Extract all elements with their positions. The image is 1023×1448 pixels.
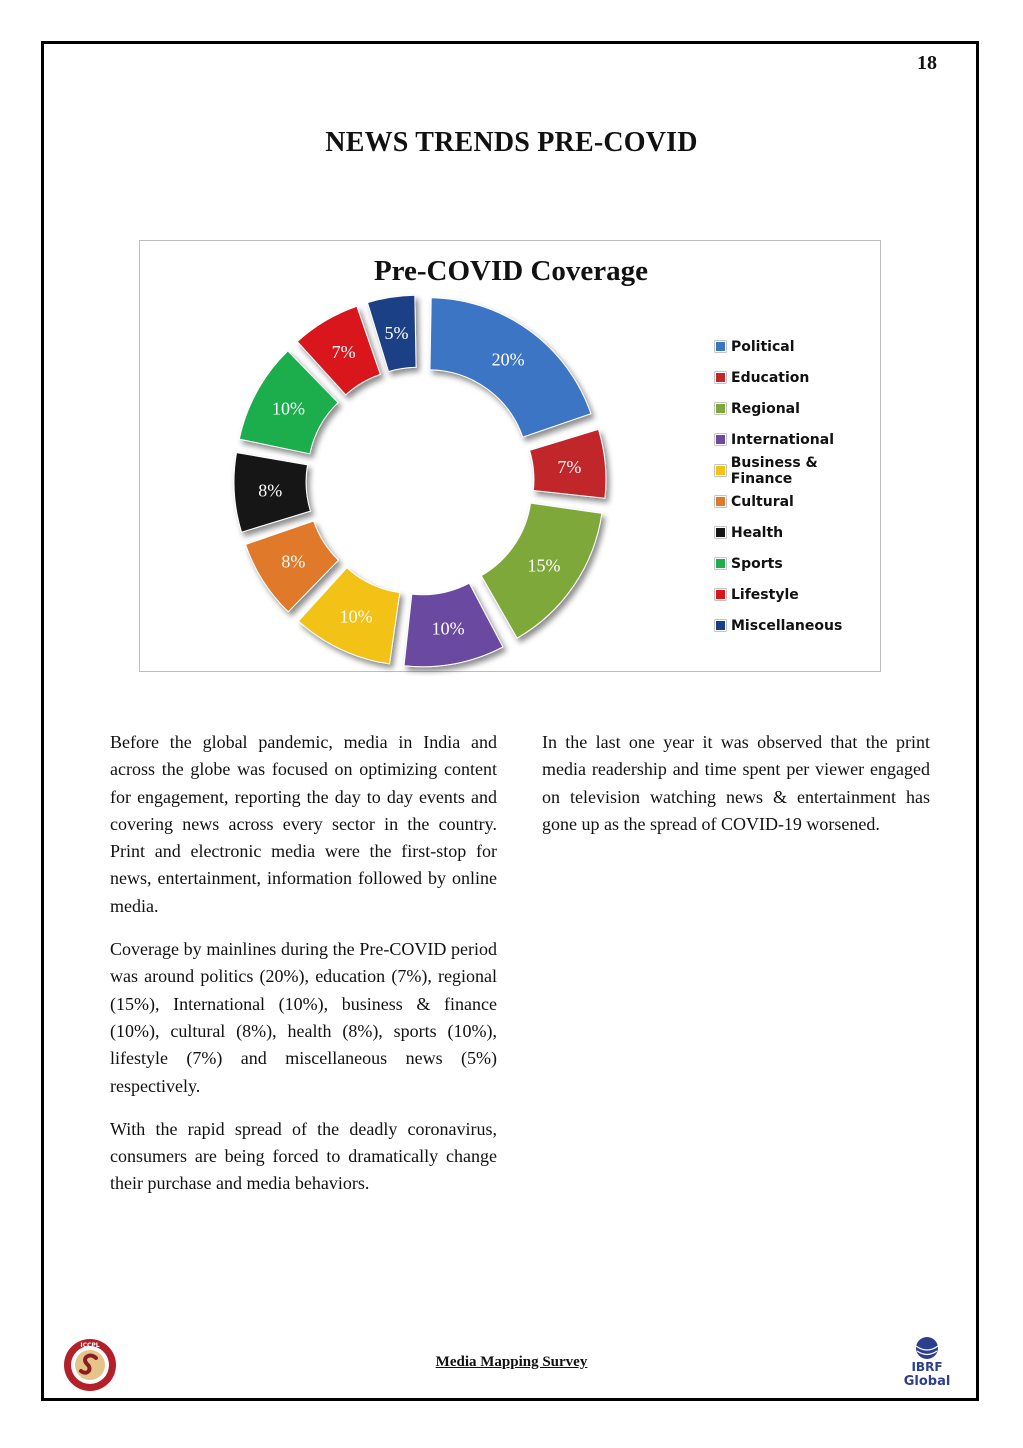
legend-label: International	[731, 431, 835, 448]
legend-item-education	[715, 362, 880, 393]
iccpl-logo	[63, 1338, 117, 1392]
legend-swatch	[715, 620, 726, 631]
legend-label: Miscellaneous	[731, 617, 843, 634]
data-label-sports: 10%	[272, 398, 306, 419]
legend-item-lifestyle	[715, 579, 880, 610]
svg-text:ICCPL: ICCPL	[80, 1342, 100, 1349]
legend-label: Regional	[731, 400, 800, 417]
legend-label: Health	[731, 524, 784, 541]
legend-item-regional	[715, 393, 880, 424]
legend-swatch	[715, 403, 726, 414]
legend-item-health	[715, 517, 880, 548]
legend-swatch	[715, 496, 726, 507]
legend-swatch	[715, 341, 726, 352]
paragraph: With the rapid spread of the deadly coronavirus, consumers are being forced to dramatically change their purchase and media behaviors.	[110, 1118, 497, 1194]
donut-chart	[230, 306, 610, 666]
legend-swatch	[715, 527, 726, 538]
body-column-left	[110, 729, 497, 1214]
data-label-political: 20%	[491, 349, 525, 370]
legend-label: Lifestyle	[731, 586, 799, 603]
svg-text:Global: Global	[903, 1374, 951, 1389]
data-label-miscellaneous: 5%	[384, 322, 409, 343]
legend-swatch	[715, 558, 726, 569]
chart-legend	[715, 331, 880, 641]
legend-item-cultural	[715, 486, 880, 517]
legend-swatch	[715, 589, 726, 600]
body-column-right	[542, 729, 930, 854]
chart-container	[139, 240, 881, 672]
page-number: 18	[917, 52, 937, 74]
paragraph: Before the global pandemic, media in India and across the globe was focused on optimizing content for engagement, reporting the day to day events and covering news across every sector in the country. Print and electronic media were the first-stop for news, entertainment, information followed by online media.	[110, 732, 497, 916]
legend-item-sports	[715, 548, 880, 579]
legend-label: Education	[731, 369, 810, 386]
paragraph: In the last one year it was observed that the print media readership and time spent per viewer engaged on television watching news & entertainment has gone up as the spread of COVID-19 worsened.	[542, 732, 930, 834]
data-label-education: 7%	[557, 456, 582, 477]
legend-item-miscellaneous	[715, 610, 880, 641]
data-label-lifestyle: 7%	[331, 341, 356, 362]
legend-swatch	[715, 372, 726, 383]
legend-item-political	[715, 331, 880, 362]
legend-swatch	[715, 434, 726, 445]
legend-label: Political	[731, 338, 795, 355]
ibrf-global-logo	[898, 1334, 956, 1392]
legend-item-business-finance	[715, 455, 880, 486]
legend-label: Business & Finance	[730, 454, 818, 487]
page-title: NEWS TRENDS PRE-COVID	[325, 127, 698, 158]
paragraph: Coverage by mainlines during the Pre-COVID period was around politics (20%), education (7%), regional (15%), International (10%), business & finance (10%), cultural (8%), health (8%), sports (10%), lifestyle (7%) and miscellaneous news (5%) respectively.	[110, 939, 497, 1096]
data-label-health: 8%	[258, 480, 283, 501]
data-label-cultural: 8%	[281, 551, 306, 572]
footer-title: Media Mapping Survey	[435, 1354, 588, 1370]
legend-swatch	[715, 465, 726, 476]
data-label-business-finance: 10%	[339, 606, 373, 627]
legend-label: Sports	[731, 555, 783, 572]
data-label-regional: 15%	[527, 555, 561, 576]
data-label-international: 10%	[431, 618, 465, 639]
svg-text:IBRF: IBRF	[911, 1360, 943, 1374]
legend-item-international	[715, 424, 880, 455]
legend-label: Cultural	[731, 493, 794, 510]
chart-title: Pre-COVID Coverage	[373, 255, 649, 287]
